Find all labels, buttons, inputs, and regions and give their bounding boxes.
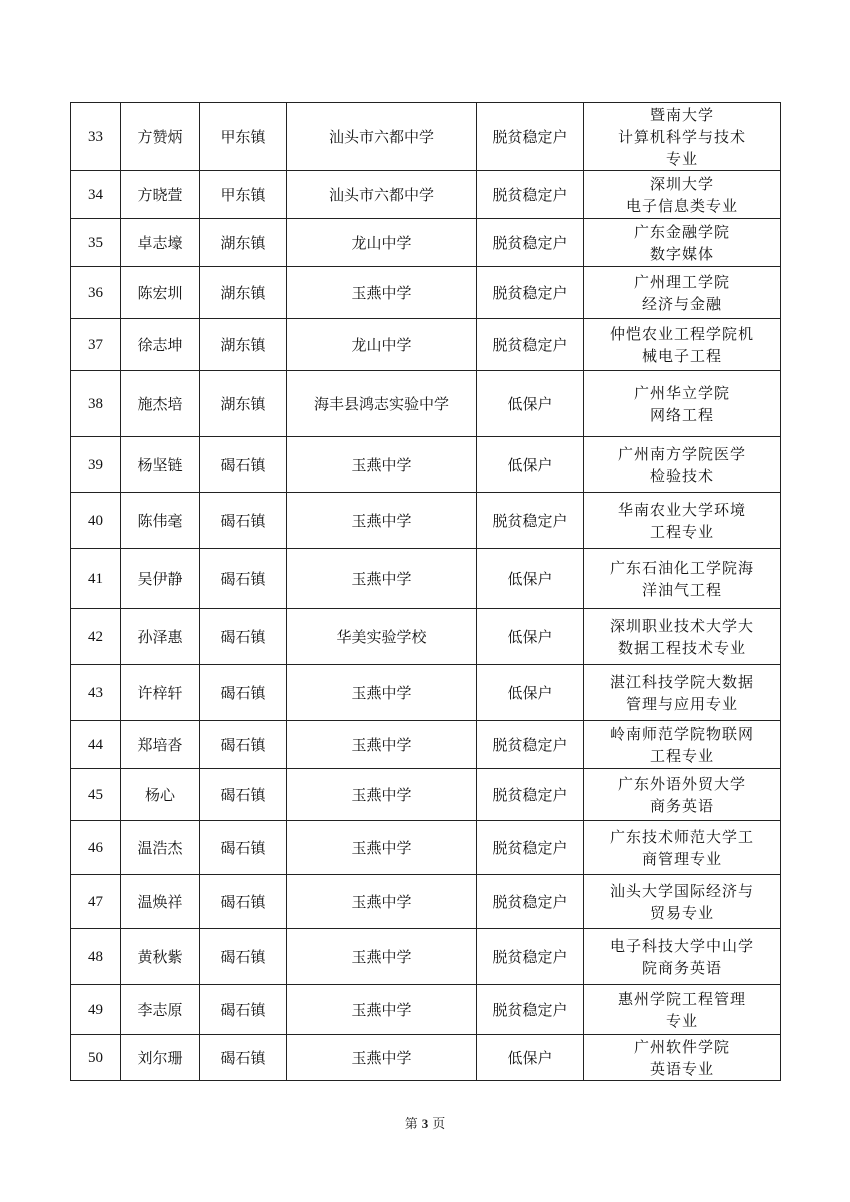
row-number: 46 — [71, 821, 121, 875]
student-name: 陈伟毫 — [121, 493, 200, 549]
university-major — [584, 821, 781, 875]
table-row — [71, 371, 781, 437]
major-line: 数据工程技术专业 — [617, 638, 746, 657]
student-roster-table — [70, 102, 781, 1081]
major-line: 广东技术师范大学工 — [609, 827, 754, 846]
university-major — [584, 721, 781, 769]
major-line: 广州南方学院医学 — [617, 444, 746, 463]
major-line: 湛江科技学院大数据 — [609, 672, 754, 691]
major-line: 洋油气工程 — [641, 580, 722, 599]
university-major — [584, 1035, 781, 1081]
university-major — [584, 985, 781, 1035]
row-number: 47 — [71, 875, 121, 929]
row-number: 39 — [71, 437, 121, 493]
row-number: 36 — [71, 267, 121, 319]
page-prefix: 第 — [404, 1117, 418, 1132]
student-name: 施杰培 — [121, 371, 200, 437]
town-name: 碣石镇 — [200, 821, 287, 875]
student-name: 方晓萱 — [121, 171, 200, 219]
table-row — [71, 875, 781, 929]
household-status: 低保户 — [477, 371, 584, 437]
university-major — [584, 267, 781, 319]
major-line: 广州华立学院 — [633, 383, 730, 402]
row-number: 50 — [71, 1035, 121, 1081]
table-row — [71, 721, 781, 769]
school-name: 玉燕中学 — [287, 929, 477, 985]
major-line: 华南农业大学环境 — [617, 500, 746, 519]
household-status: 脱贫稳定户 — [477, 103, 584, 171]
major-line: 广东外语外贸大学 — [617, 774, 746, 793]
town-name: 碣石镇 — [200, 437, 287, 493]
table-row — [71, 319, 781, 371]
school-name: 汕头市六都中学 — [287, 103, 477, 171]
row-number: 33 — [71, 103, 121, 171]
household-status: 脱贫稳定户 — [477, 267, 584, 319]
town-name: 碣石镇 — [200, 609, 287, 665]
household-status: 脱贫稳定户 — [477, 319, 584, 371]
town-name: 湖东镇 — [200, 371, 287, 437]
school-name: 玉燕中学 — [287, 721, 477, 769]
table-row — [71, 985, 781, 1035]
roster-body — [71, 103, 781, 1081]
major-line: 广州理工学院 — [633, 272, 730, 291]
school-name: 玉燕中学 — [287, 549, 477, 609]
household-status: 脱贫稳定户 — [477, 821, 584, 875]
major-line: 检验技术 — [649, 466, 714, 485]
table-row — [71, 219, 781, 267]
school-name: 海丰县鸿志实验中学 — [287, 371, 477, 437]
student-name: 方赞炳 — [121, 103, 200, 171]
school-name: 玉燕中学 — [287, 665, 477, 721]
university-major — [584, 371, 781, 437]
student-name: 许梓轩 — [121, 665, 200, 721]
major-line: 惠州学院工程管理 — [617, 989, 746, 1008]
major-line: 英语专业 — [649, 1059, 714, 1078]
household-status: 脱贫稳定户 — [477, 219, 584, 267]
student-name: 徐志坤 — [121, 319, 200, 371]
university-major — [584, 437, 781, 493]
table-row — [71, 103, 781, 171]
student-name: 温焕祥 — [121, 875, 200, 929]
table-row — [71, 665, 781, 721]
table-row — [71, 493, 781, 549]
row-number: 44 — [71, 721, 121, 769]
school-name: 汕头市六都中学 — [287, 171, 477, 219]
row-number: 34 — [71, 171, 121, 219]
major-line: 经济与金融 — [641, 294, 722, 313]
student-name: 李志原 — [121, 985, 200, 1035]
row-number: 43 — [71, 665, 121, 721]
major-line: 商务英语 — [649, 796, 714, 815]
household-status: 脱贫稳定户 — [477, 493, 584, 549]
school-name: 华美实验学校 — [287, 609, 477, 665]
student-name: 陈宏圳 — [121, 267, 200, 319]
student-name: 孙泽惠 — [121, 609, 200, 665]
major-line: 仲恺农业工程学院机 — [609, 324, 754, 343]
university-major — [584, 219, 781, 267]
school-name: 龙山中学 — [287, 219, 477, 267]
major-line: 工程专业 — [649, 522, 714, 541]
university-major — [584, 875, 781, 929]
student-name: 吴伊静 — [121, 549, 200, 609]
school-name: 玉燕中学 — [287, 985, 477, 1035]
town-name: 碣石镇 — [200, 875, 287, 929]
university-major — [584, 319, 781, 371]
page-number-footer — [0, 1113, 850, 1132]
university-major — [584, 665, 781, 721]
town-name: 甲东镇 — [200, 103, 287, 171]
major-line: 数字媒体 — [649, 244, 714, 263]
town-name: 碣石镇 — [200, 769, 287, 821]
major-line: 院商务英语 — [641, 958, 722, 977]
student-name: 黄秋紫 — [121, 929, 200, 985]
school-name: 玉燕中学 — [287, 267, 477, 319]
town-name: 碣石镇 — [200, 549, 287, 609]
university-major — [584, 929, 781, 985]
town-name: 碣石镇 — [200, 721, 287, 769]
major-line: 贸易专业 — [649, 903, 714, 922]
household-status: 脱贫稳定户 — [477, 769, 584, 821]
university-major — [584, 609, 781, 665]
row-number: 48 — [71, 929, 121, 985]
major-line: 械电子工程 — [641, 346, 722, 365]
table-row — [71, 171, 781, 219]
major-line: 专业 — [665, 149, 698, 168]
university-major — [584, 103, 781, 171]
major-line: 计算机科学与技术 — [617, 127, 746, 146]
table-row — [71, 437, 781, 493]
major-line: 深圳大学 — [649, 174, 714, 193]
student-name: 杨心 — [121, 769, 200, 821]
major-line: 管理与应用专业 — [625, 694, 738, 713]
major-line: 广东金融学院 — [633, 222, 730, 241]
page-suffix: 页 — [432, 1117, 446, 1132]
student-name: 卓志壕 — [121, 219, 200, 267]
major-line: 电子科技大学中山学 — [609, 936, 754, 955]
school-name: 玉燕中学 — [287, 493, 477, 549]
major-line: 工程专业 — [649, 746, 714, 765]
school-name: 龙山中学 — [287, 319, 477, 371]
major-line: 专业 — [665, 1011, 698, 1030]
major-line: 商管理专业 — [641, 849, 722, 868]
major-line: 汕头大学国际经济与 — [609, 881, 754, 900]
row-number: 37 — [71, 319, 121, 371]
household-status: 脱贫稳定户 — [477, 985, 584, 1035]
row-number: 38 — [71, 371, 121, 437]
row-number: 35 — [71, 219, 121, 267]
major-line: 网络工程 — [649, 405, 714, 424]
town-name: 湖东镇 — [200, 319, 287, 371]
table-row — [71, 267, 781, 319]
household-status: 脱贫稳定户 — [477, 171, 584, 219]
university-major — [584, 493, 781, 549]
school-name: 玉燕中学 — [287, 437, 477, 493]
household-status: 低保户 — [477, 437, 584, 493]
school-name: 玉燕中学 — [287, 769, 477, 821]
household-status: 脱贫稳定户 — [477, 929, 584, 985]
town-name: 甲东镇 — [200, 171, 287, 219]
school-name: 玉燕中学 — [287, 875, 477, 929]
household-status: 低保户 — [477, 549, 584, 609]
major-line: 岭南师范学院物联网 — [609, 724, 754, 743]
row-number: 42 — [71, 609, 121, 665]
page-number: 3 — [421, 1116, 429, 1131]
student-name: 刘尔珊 — [121, 1035, 200, 1081]
town-name: 湖东镇 — [200, 219, 287, 267]
school-name: 玉燕中学 — [287, 1035, 477, 1081]
table-row — [71, 549, 781, 609]
row-number: 41 — [71, 549, 121, 609]
university-major — [584, 549, 781, 609]
town-name: 碣石镇 — [200, 929, 287, 985]
town-name: 碣石镇 — [200, 665, 287, 721]
major-line: 深圳职业技术大学大 — [609, 616, 754, 635]
household-status: 低保户 — [477, 1035, 584, 1081]
table-row — [71, 769, 781, 821]
student-name: 郑培沓 — [121, 721, 200, 769]
student-name: 杨坚链 — [121, 437, 200, 493]
town-name: 湖东镇 — [200, 267, 287, 319]
household-status: 脱贫稳定户 — [477, 721, 584, 769]
row-number: 45 — [71, 769, 121, 821]
table-row — [71, 609, 781, 665]
household-status: 脱贫稳定户 — [477, 875, 584, 929]
major-line: 广州软件学院 — [633, 1037, 730, 1056]
student-name: 温浩杰 — [121, 821, 200, 875]
household-status: 低保户 — [477, 665, 584, 721]
table-row — [71, 929, 781, 985]
row-number: 49 — [71, 985, 121, 1035]
university-major — [584, 171, 781, 219]
town-name: 碣石镇 — [200, 493, 287, 549]
table-row — [71, 1035, 781, 1081]
university-major — [584, 769, 781, 821]
major-line: 广东石油化工学院海 — [609, 558, 754, 577]
major-line: 电子信息类专业 — [625, 196, 738, 215]
school-name: 玉燕中学 — [287, 821, 477, 875]
town-name: 碣石镇 — [200, 985, 287, 1035]
table-row — [71, 821, 781, 875]
major-line: 暨南大学 — [649, 105, 714, 124]
household-status: 低保户 — [477, 609, 584, 665]
row-number: 40 — [71, 493, 121, 549]
town-name: 碣石镇 — [200, 1035, 287, 1081]
